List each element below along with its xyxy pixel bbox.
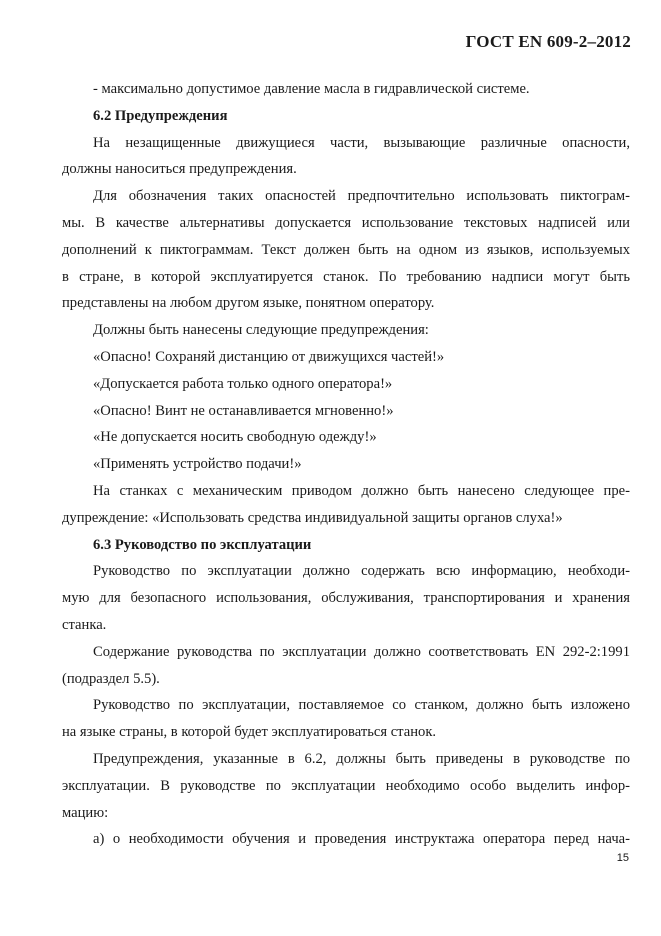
text-line: Предупреждения, указанные в 6.2, должны быть приведены в руководстве по bbox=[93, 750, 630, 767]
text-line: на языке страны, в которой будет эксплуатироваться станок. bbox=[62, 724, 437, 741]
text-line: мы. В качестве альтернативы допускается использование текстовых надписей или bbox=[62, 214, 630, 231]
warning-text: «Опасно! Винт не останавливается мгновенно!» bbox=[93, 402, 394, 419]
text-line: На незащищенные движущиеся части, вызывающие различные опасности, bbox=[93, 134, 630, 151]
text-line: Должны быть нанесены следующие предупреждения: bbox=[93, 322, 429, 339]
text-line: дополнений к пиктограммам. Текст должен быть на одном из языков, используемых bbox=[62, 241, 630, 258]
text-line: мацию: bbox=[62, 804, 109, 821]
text-line: а) о необходимости обучения и проведения инструктажа оператора перед нача- bbox=[93, 831, 630, 848]
section-heading: 6.2 Предупреждения bbox=[93, 107, 228, 124]
text-line: На станках с механическим приводом должно быть нанесено следующее пре- bbox=[93, 482, 630, 499]
warning-text: «Применять устройство подачи!» bbox=[93, 456, 302, 473]
text-line: мую для безопасного использования, обслуживания, транспортирования и хранения bbox=[62, 590, 630, 607]
text-line: представлены на любом другом языке, понятном оператору. bbox=[62, 295, 435, 312]
text-line: Содержание руководства по эксплуатации должно соответствовать EN 292-2:1991 bbox=[93, 643, 630, 660]
text-line: (подраздел 5.5). bbox=[62, 670, 160, 687]
warning-text: «Допускается работа только одного оператора!» bbox=[93, 375, 393, 392]
document-body bbox=[62, 76, 630, 853]
text-line: Руководство по эксплуатации, поставляемое со станком, должно быть изложено bbox=[93, 697, 630, 714]
text-line: в стране, в которой эксплуатируется станок. По требованию надписи могут быть bbox=[62, 268, 630, 285]
warning-text: «Опасно! Сохраняй дистанцию от движущихся частей!» bbox=[93, 348, 445, 365]
text-line: Для обозначения таких опасностей предпочтительно использовать пиктограм- bbox=[93, 188, 630, 205]
section-heading: 6.3 Руководство по эксплуатации bbox=[93, 536, 312, 553]
text-line: дупреждение: «Использовать средства индивидуальной защиты органов слуха!» bbox=[62, 509, 563, 526]
text-line: должны наноситься предупреждения. bbox=[62, 161, 297, 178]
text-line: станка. bbox=[62, 616, 107, 633]
text-line: Руководство по эксплуатации должно содержать всю информацию, необходи- bbox=[93, 563, 630, 580]
text-line: эксплуатации. В руководстве по эксплуатации необходимо особо выделить инфор- bbox=[62, 777, 630, 794]
document-header: ГОСТ EN 609-2–2012 bbox=[465, 32, 631, 51]
warning-text: «Не допускается носить свободную одежду!» bbox=[93, 429, 377, 446]
text-line: - максимально допустимое давление масла в гидравлической системе. bbox=[93, 81, 530, 97]
page-number: 15 bbox=[616, 852, 629, 864]
